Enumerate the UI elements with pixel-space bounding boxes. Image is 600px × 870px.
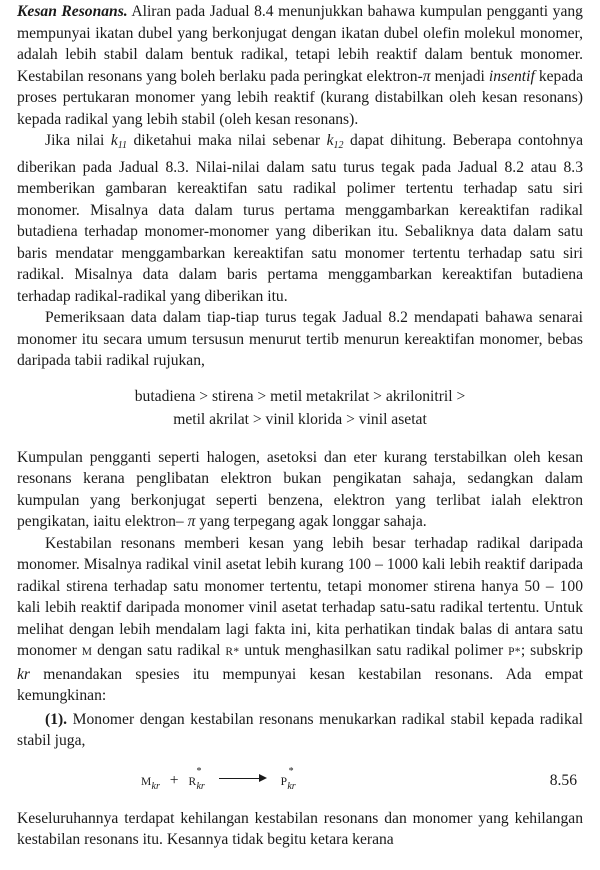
- paragraph-text: Aliran pada Jadual 8.4 menunjukkan bahawa kumpulan pengganti yang mempunyai ikatan dubel yang berkonjugat dengan ikatan dubel olefin molekul monomer, adalah lebih stabil dalam bentuk radikal, tetapi lebih reaktif dalam bentuk monomer. Kestabilan resonans yang boleh berlaku pada peringkat elektron-: [17, 3, 583, 85]
- equation-plus: +: [169, 771, 179, 789]
- equation-8-56: [17, 764, 583, 808]
- pi-symbol: π: [187, 513, 196, 530]
- paragraph-text: Kumpulan pengganti seperti halogen, asetoksi dan eter kurang terstabilkan oleh kesan resonans kerana penglibatan elektron bukan pengikatan sahaja, sedangkan dalam kumpulan yang berkonjugat seperti benzena, elektron yang terlibat ialah elektron pengikatan, iaitu elektron–: [17, 448, 583, 530]
- equation-body: [141, 765, 296, 798]
- equation-symbol-p: P: [280, 775, 288, 788]
- paragraph-text: yang terpegang agak longgar sahaja.: [195, 513, 427, 530]
- subscript-12: 12: [333, 140, 344, 151]
- paragraph-text: Kestabilan resonans memberi kesan yang lebih besar terhadap radikal daripada monomer. Misalnya radikal vinil asetat lebih kurang 100 – 1000 kali lebih reaktif daripada radikal stirena terhadap satu monomer tertentu, tetapi monomer stirena hanya 50 – 100 kali lebih reaktif daripada monomer vinil asetat terhadap satu-satu radikal tertentu. Untuk melihat dengan lebih mendalam lagi fakta ini, kita perhatikan tindak balas di antara satu monomer: [17, 534, 583, 659]
- paragraph-substituent-groups: [17, 447, 583, 533]
- equation-superscript: *: [288, 765, 294, 777]
- equation-term-monomer: [141, 770, 160, 798]
- paragraph-text: dengan satu radikal: [92, 642, 226, 659]
- equation-subscript: kr: [151, 780, 160, 792]
- reaction-arrow-icon: [219, 774, 267, 784]
- paragraph-text: ; subskrip: [520, 642, 583, 659]
- section-lead-heading: Kesan Resonans.: [17, 3, 128, 20]
- polymer-radical-symbol: P*: [508, 646, 521, 658]
- paragraph-resonance-stability: [17, 533, 583, 707]
- equation-symbol-r: R: [188, 775, 197, 788]
- paragraph-text: Monomer dengan kestabilan resonans menukarkan radikal stabil kepada radikal stabil juga,: [17, 710, 583, 749]
- paragraph-k-values: [17, 130, 583, 307]
- equation-number: 8.56: [549, 771, 577, 789]
- radical-symbol: R*: [225, 646, 240, 658]
- reactivity-series-line-1: butadiena > stirena > metil metakrilat > akrilonitril >: [134, 387, 466, 405]
- paragraph-resonance-effect: [17, 1, 583, 130]
- k-symbol: k: [326, 132, 334, 149]
- paragraph-text: menandakan spesies itu mempunyai kesan kestabilan resonans. Ada empat kemungkinan:: [17, 665, 583, 704]
- paragraph-table-inspection: Pemeriksaan data dalam tiap-tiap turus tegak Jadual 8.2 mendapati bahawa senarai monomer itu secara umum tersusun menurut tertib menurun kereaktifan monomer, bebas daripada tabii radikal rujukan,: [17, 309, 583, 369]
- paragraph-case-1: [17, 709, 583, 752]
- equation-term-polymer-radical: [280, 765, 296, 798]
- paragraph-text: dapat dihitung. Beberapa contohnya diberikan pada Jadual 8.3. Nilai-nilai dalam satu turus tegak pada Jadual 8.2 atau 8.3 memberikan gambaran kereaktifan satu radikal polimer tertentu terhadap satu siri monomer. Misalnya data dalam turus pertama menggambarkan kereaktifan radikal butadiena terhadap monomer-monomer yang diberikan itu. Sebaliknya data dalam satu baris mendatar menggambarkan kereaktifan satu monomer tertentu terhadap satu siri radikal. Misalnya data dalam baris pertama menggambarkan kereaktifan butadiena terhadap radikal-radikal yang diberikan itu.: [17, 132, 583, 305]
- subscript-11: 11: [117, 140, 128, 151]
- equation-subscript: kr: [196, 780, 205, 792]
- paragraph-text: Jika nilai: [45, 132, 111, 149]
- paragraph-text: diketahui maka nilai sebenar: [127, 132, 327, 149]
- document-page: [17, 0, 583, 851]
- paragraph-text: menjadi: [430, 67, 489, 85]
- reactivity-series: [17, 385, 583, 431]
- paragraph-conclusion: Keseluruhannya terdapat kehilangan kestabilan resonans dan monomer yang kehilangan kestabilan resonans itu. Kesannya tidak begitu ketara kerana: [17, 809, 583, 848]
- equation-superscript: *: [196, 765, 202, 777]
- case-number: (1).: [45, 710, 68, 728]
- equation-symbol-m: M: [141, 775, 152, 788]
- emphasis-insentif: insentif: [488, 67, 535, 85]
- paragraph-text: untuk menghasilkan satu radikal polimer: [239, 642, 509, 659]
- equation-subscript: kr: [287, 780, 296, 792]
- monomer-symbol: M: [81, 646, 93, 658]
- pi-symbol: π: [422, 67, 431, 85]
- paragraph-text: kepada proses pertukaran monomer yang lebih reaktif (kurang distabilkan oleh kesan resonans) kepada radikal yang lebih stabil (oleh kesan resonans).: [17, 67, 583, 128]
- equation-term-radical: [188, 765, 205, 798]
- reactivity-series-line-2: metil akrilat > vinil klorida > vinil asetat: [173, 410, 427, 428]
- subscript-kr-label: kr: [17, 665, 30, 683]
- k-symbol: k: [110, 132, 118, 149]
